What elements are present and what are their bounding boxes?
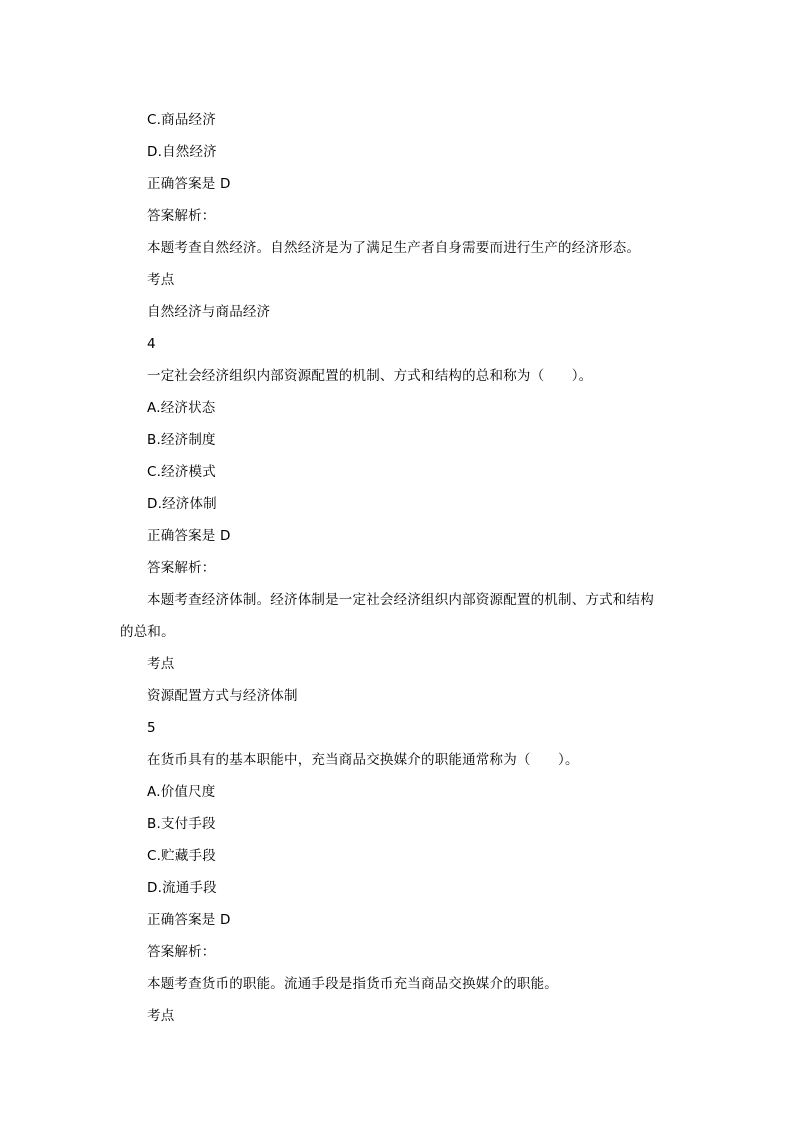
- analysis-text: 本题考查自然经济。自然经济是为了满足生产者自身需要而进行生产的经济形态。: [147, 240, 641, 256]
- topic: 自然经济与商品经济: [147, 304, 271, 320]
- option-d: D.自然经济: [147, 144, 217, 160]
- analysis-label: 答案解析：: [147, 208, 216, 224]
- correct-answer: 正确答案是 D: [147, 176, 231, 192]
- analysis-label: 答案解析：: [147, 944, 216, 960]
- option-b: B.支付手段: [147, 816, 216, 832]
- analysis-text: 本题考查货币的职能。流通手段是指货币充当商品交换媒介的职能。: [147, 976, 558, 992]
- option-a: A.价值尺度: [147, 784, 216, 800]
- topic-label: 考点: [147, 1008, 175, 1024]
- option-c: C.经济模式: [147, 464, 216, 480]
- topic-label: 考点: [147, 656, 175, 672]
- option-c: C.贮藏手段: [147, 848, 216, 864]
- option-c: C.商品经济: [147, 112, 216, 128]
- correct-answer: 正确答案是 D: [147, 912, 231, 928]
- analysis-label: 答案解析：: [147, 560, 216, 576]
- question-text: 在货币具有的基本职能中，充当商品交换媒介的职能通常称为（ ）。: [147, 752, 579, 768]
- option-d: D.经济体制: [147, 496, 217, 512]
- question-text: 一定社会经济组织内部资源配置的机制、方式和结构的总和称为（ ）。: [147, 368, 593, 384]
- question-number: 4: [147, 336, 156, 352]
- analysis-text-line2: 的总和。: [120, 624, 175, 640]
- correct-answer: 正确答案是 D: [147, 528, 231, 544]
- option-a: A.经济状态: [147, 400, 216, 416]
- topic-label: 考点: [147, 272, 175, 288]
- topic: 资源配置方式与经济体制: [147, 688, 298, 704]
- option-d: D.流通手段: [147, 880, 217, 896]
- analysis-text-line1: 本题考查经济体制。经济体制是一定社会经济组织内部资源配置的机制、方式和结构: [147, 592, 654, 608]
- question-number: 5: [147, 720, 156, 736]
- option-b: B.经济制度: [147, 432, 216, 448]
